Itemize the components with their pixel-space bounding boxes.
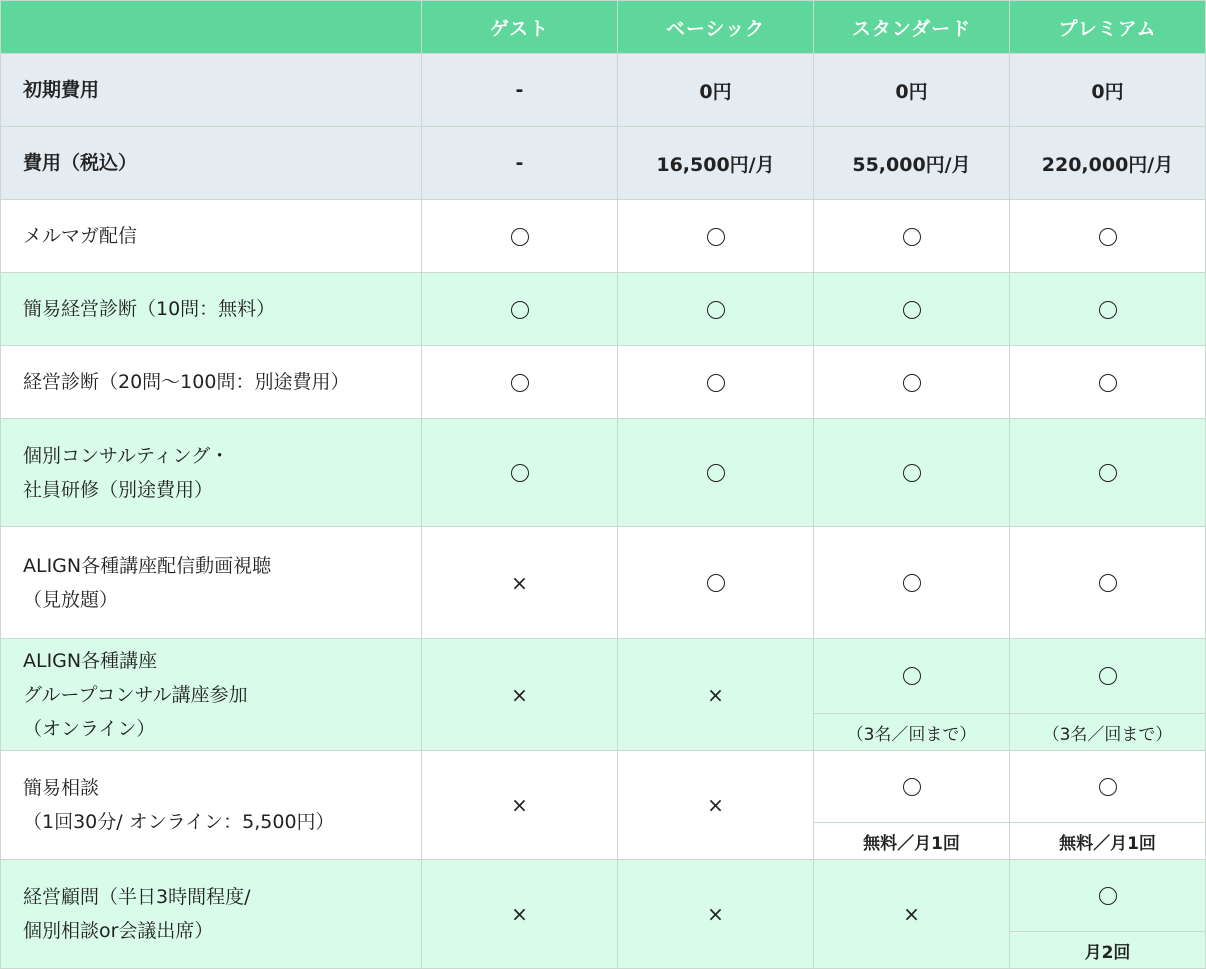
plan-header-premium: プレミアム	[1010, 1, 1206, 54]
row-group	[1, 639, 1206, 751]
circle-icon	[903, 667, 921, 685]
cell-note: 無料／月1回	[1010, 822, 1205, 859]
cell-available	[1010, 200, 1206, 273]
circle-icon	[511, 301, 529, 319]
cross-icon: ×	[511, 682, 528, 707]
cell-available	[422, 419, 618, 527]
cell-available	[618, 346, 814, 419]
cell-note: 月2回	[1010, 931, 1205, 968]
row-label-line: グループコンサル講座参加	[23, 683, 248, 706]
cell-available	[618, 527, 814, 639]
cross-icon: ×	[511, 902, 528, 926]
cell-available-with-note	[814, 639, 1010, 751]
circle-icon	[1099, 574, 1117, 592]
fee-guest: -	[422, 127, 618, 200]
fee-basic: 16,500円/月	[618, 127, 814, 200]
cell-unavailable	[618, 860, 814, 969]
row-label-advisor	[1, 860, 422, 969]
circle-icon	[1099, 887, 1117, 905]
cell-note: （3名／回まで）	[1010, 713, 1205, 750]
cross-icon: ×	[707, 793, 724, 817]
circle-icon	[1099, 667, 1117, 685]
cell-available	[422, 273, 618, 346]
circle-icon	[1099, 374, 1117, 392]
row-video	[1, 527, 1206, 639]
cell-available	[618, 419, 814, 527]
circle-icon	[707, 464, 725, 482]
row-fee	[1, 127, 1206, 200]
circle-icon	[707, 301, 725, 319]
cell-note: （3名／回まで）	[814, 713, 1009, 750]
initial-fee-guest: -	[422, 54, 618, 127]
cell-unavailable	[422, 860, 618, 969]
row-label-initial-fee: 初期費用	[1, 54, 422, 127]
circle-icon	[511, 228, 529, 246]
cell-available	[422, 200, 618, 273]
row-label-line: 個別相談or会議出席）	[23, 920, 214, 942]
cell-available	[1010, 419, 1206, 527]
initial-fee-premium: 0円	[1010, 54, 1206, 127]
row-label-simple-diag: 簡易経営診断（10問：無料）	[1, 273, 422, 346]
cell-available-with-note	[1010, 860, 1206, 969]
header-corner	[1, 1, 422, 54]
cell-available	[422, 346, 618, 419]
row-diag	[1, 346, 1206, 419]
row-simple-consult	[1, 751, 1206, 860]
circle-icon	[903, 374, 921, 392]
row-label-line: 社員研修（別途費用）	[23, 478, 214, 501]
cell-unavailable	[618, 639, 814, 751]
circle-icon	[903, 228, 921, 246]
initial-fee-standard: 0円	[814, 54, 1010, 127]
header-row	[1, 1, 1206, 54]
row-simple-diag	[1, 273, 1206, 346]
circle-icon	[511, 464, 529, 482]
plan-header-basic: ベーシック	[618, 1, 814, 54]
circle-icon	[511, 374, 529, 392]
row-label-line: （1回30分/ オンライン：5,500円）	[23, 811, 335, 833]
cross-icon: ×	[707, 682, 724, 707]
cell-note: 無料／月1回	[814, 822, 1009, 859]
row-label-line: ALIGN各種講座	[23, 649, 158, 672]
row-consult	[1, 419, 1206, 527]
plan-header-standard: スタンダード	[814, 1, 1010, 54]
circle-icon	[707, 228, 725, 246]
cell-available-with-note	[1010, 639, 1206, 751]
row-mailmag	[1, 200, 1206, 273]
row-label-video	[1, 527, 422, 639]
row-label-line: （見放題）	[23, 588, 119, 611]
cross-icon: ×	[511, 570, 528, 595]
row-label-simple-consult	[1, 751, 422, 860]
row-advisor	[1, 860, 1206, 969]
cross-icon: ×	[707, 902, 724, 926]
cell-available	[618, 273, 814, 346]
circle-icon	[903, 301, 921, 319]
row-label-line: 簡易相談	[23, 777, 100, 799]
row-label-line: （オンライン）	[23, 717, 156, 740]
circle-icon	[707, 574, 725, 592]
circle-icon	[1099, 778, 1117, 796]
cell-unavailable	[618, 751, 814, 860]
circle-icon	[903, 464, 921, 482]
circle-icon	[1099, 228, 1117, 246]
initial-fee-basic: 0円	[618, 54, 814, 127]
cell-available	[814, 419, 1010, 527]
plan-header-guest: ゲスト	[422, 1, 618, 54]
cell-available-with-note	[814, 751, 1010, 860]
cross-icon: ×	[511, 793, 528, 817]
cell-available	[1010, 346, 1206, 419]
row-initial-fee	[1, 54, 1206, 127]
circle-icon	[903, 574, 921, 592]
row-label-group	[1, 639, 422, 751]
row-label-mailmag: メルマガ配信	[1, 200, 422, 273]
cell-available	[814, 200, 1010, 273]
row-label-fee: 費用（税込）	[1, 127, 422, 200]
circle-icon	[903, 778, 921, 796]
cell-available	[1010, 527, 1206, 639]
cell-unavailable	[422, 751, 618, 860]
row-label-diag: 経営診断（20問～100問：別途費用）	[1, 346, 422, 419]
row-label-line: 経営顧問（半日3時間程度/	[23, 886, 251, 908]
circle-icon	[1099, 301, 1117, 319]
circle-icon	[707, 374, 725, 392]
cell-available	[814, 273, 1010, 346]
cross-icon: ×	[903, 902, 920, 926]
fee-standard: 55,000円/月	[814, 127, 1010, 200]
cell-unavailable	[422, 639, 618, 751]
circle-icon	[1099, 464, 1117, 482]
row-label-line: 個別コンサルティング・	[23, 444, 230, 467]
cell-available	[1010, 273, 1206, 346]
cell-available	[814, 346, 1010, 419]
cell-unavailable	[814, 860, 1010, 969]
fee-premium: 220,000円/月	[1010, 127, 1206, 200]
cell-available	[618, 200, 814, 273]
row-label-line: ALIGN各種講座配信動画視聴	[23, 554, 272, 577]
row-label-consult	[1, 419, 422, 527]
cell-available-with-note	[1010, 751, 1206, 860]
cell-available	[814, 527, 1010, 639]
cell-unavailable	[422, 527, 618, 639]
